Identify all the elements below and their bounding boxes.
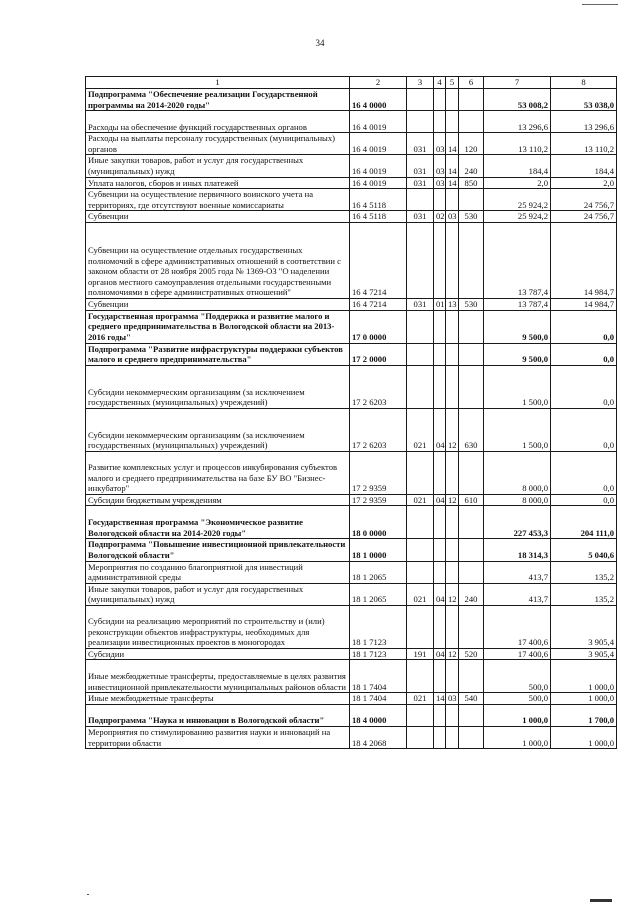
cell-code: 18 1 7404 <box>350 693 407 705</box>
cell-v7: 18 314,3 <box>484 539 551 561</box>
cell-v8: 13 110,2 <box>551 133 617 155</box>
cell-c6 <box>459 343 484 365</box>
cell-c4 <box>434 365 446 408</box>
cell-v8: 135,2 <box>551 583 617 605</box>
cell-c4: 14 <box>434 693 446 705</box>
cell-v7: 17 400,6 <box>484 648 551 660</box>
cell-name: Подпрограмма "Наука и инновации в Вологодской области" <box>86 705 350 727</box>
cell-code: 18 1 7123 <box>350 648 407 660</box>
cell-c4 <box>434 343 446 365</box>
cell-name: Иные межбюджетные трансферты <box>86 693 350 705</box>
table-row <box>86 343 617 365</box>
cell-name: Иные закупки товаров, работ и услуг для государственных (муниципальных) нужд <box>86 155 350 177</box>
cell-code: 18 4 0000 <box>350 705 407 727</box>
cell-v7: 500,0 <box>484 693 551 705</box>
cell-v7: 13 787,4 <box>484 222 551 298</box>
cell-c6: 540 <box>459 693 484 705</box>
header-cell: 5 <box>446 77 459 89</box>
cell-code: 16 4 7214 <box>350 222 407 298</box>
cell-c3 <box>407 310 434 343</box>
cell-c5 <box>446 605 459 648</box>
cell-c5 <box>446 343 459 365</box>
cell-code: 16 4 0019 <box>350 111 407 133</box>
cell-c4: 02 <box>434 211 446 223</box>
cell-v7: 25 924,2 <box>484 189 551 211</box>
cell-v8: 0,0 <box>551 365 617 408</box>
cell-v8: 13 296,6 <box>551 111 617 133</box>
cell-c5 <box>446 660 459 693</box>
cell-c4: 03 <box>434 133 446 155</box>
cell-v7: 2,0 <box>484 177 551 189</box>
cell-c5 <box>446 111 459 133</box>
cell-c4: 04 <box>434 494 446 506</box>
table-row <box>86 222 617 298</box>
cell-c6 <box>459 660 484 693</box>
cell-v8: 14 984,7 <box>551 298 617 310</box>
cell-v8: 135,2 <box>551 561 617 583</box>
header-cell: 8 <box>551 77 617 89</box>
cell-code: 18 1 7123 <box>350 605 407 648</box>
cell-c3 <box>407 561 434 583</box>
page-number: 34 <box>315 38 325 48</box>
cell-c4 <box>434 111 446 133</box>
cell-v8: 0,0 <box>551 408 617 451</box>
cell-c5 <box>446 222 459 298</box>
cell-code: 17 2 6203 <box>350 408 407 451</box>
table-row <box>86 561 617 583</box>
cell-c4 <box>434 660 446 693</box>
cell-c5 <box>446 727 459 749</box>
cell-c6: 530 <box>459 211 484 223</box>
cell-v7: 9 500,0 <box>484 310 551 343</box>
cell-c4: 03 <box>434 177 446 189</box>
cell-v8: 14 984,7 <box>551 222 617 298</box>
cell-c4 <box>434 451 446 494</box>
table-row <box>86 494 617 506</box>
cell-c6: 610 <box>459 494 484 506</box>
cell-c3 <box>407 660 434 693</box>
cell-name: Мероприятия по созданию благоприятной для инвестиций административной среды <box>86 561 350 583</box>
cell-v8: 3 905,4 <box>551 605 617 648</box>
cell-name: Подпрограмма "Обеспечение реализации Государственной программы на 2014-2020 годы" <box>86 89 350 111</box>
cell-c5: 12 <box>446 494 459 506</box>
cell-v7: 13 296,6 <box>484 111 551 133</box>
cell-v8: 204 111,0 <box>551 506 617 539</box>
cell-c4 <box>434 310 446 343</box>
cell-c6 <box>459 111 484 133</box>
cell-v7: 1 000,0 <box>484 705 551 727</box>
cell-name: Субвенции <box>86 298 350 310</box>
table-row <box>86 155 617 177</box>
cell-c3 <box>407 222 434 298</box>
cell-c6: 530 <box>459 298 484 310</box>
cell-name: Субсидии некоммерческим организациям (за исключением государственных (муниципальных) учреждений) <box>86 365 350 408</box>
table-row <box>86 451 617 494</box>
cell-c4 <box>434 189 446 211</box>
cell-code: 16 4 0000 <box>350 89 407 111</box>
cell-v8: 184,4 <box>551 155 617 177</box>
table-row <box>86 705 617 727</box>
cell-c3: 191 <box>407 648 434 660</box>
cell-v7: 500,0 <box>484 660 551 693</box>
cell-c3 <box>407 727 434 749</box>
cell-code: 16 4 5118 <box>350 189 407 211</box>
cell-name: Субсидии некоммерческим организациям (за исключением государственных (муниципальных) учреждений) <box>86 408 350 451</box>
cell-c5: 03 <box>446 211 459 223</box>
cell-code: 18 0 0000 <box>350 506 407 539</box>
cell-name: Мероприятия по стимулированию развития науки и инноваций на территории области <box>86 727 350 749</box>
header-cell: 6 <box>459 77 484 89</box>
cell-v8: 2,0 <box>551 177 617 189</box>
cell-v8: 24 756,7 <box>551 189 617 211</box>
cell-name: Подпрограмма "Развитие инфраструктуры поддержки субъектов малого и среднего предпринимательства" <box>86 343 350 365</box>
cell-c3: 031 <box>407 298 434 310</box>
cell-code: 16 4 0019 <box>350 177 407 189</box>
cell-c6: 240 <box>459 155 484 177</box>
cell-code: 18 1 2065 <box>350 561 407 583</box>
cell-c5: 03 <box>446 693 459 705</box>
cell-code: 17 2 6203 <box>350 365 407 408</box>
cell-c5: 14 <box>446 133 459 155</box>
cell-c6 <box>459 727 484 749</box>
cell-code: 17 2 9359 <box>350 451 407 494</box>
cell-name: Государственная программа "Поддержка и развитие малого и среднего предпринимательства в Вологодской области на 2013-2016 годы" <box>86 310 350 343</box>
cell-name: Подпрограмма "Повышение инвестиционной привлекательности Вологодской области" <box>86 539 350 561</box>
cell-c3 <box>407 343 434 365</box>
table-row <box>86 189 617 211</box>
cell-c6: 520 <box>459 648 484 660</box>
header-cell: 7 <box>484 77 551 89</box>
table-row <box>86 408 617 451</box>
cell-c3 <box>407 705 434 727</box>
cell-code: 18 1 0000 <box>350 539 407 561</box>
cell-c3: 021 <box>407 408 434 451</box>
cell-c4: 04 <box>434 583 446 605</box>
cell-code: 18 1 2065 <box>350 583 407 605</box>
cell-v8: 24 756,7 <box>551 211 617 223</box>
cell-c6 <box>459 539 484 561</box>
cell-v7: 53 008,2 <box>484 89 551 111</box>
cell-v7: 413,7 <box>484 583 551 605</box>
table-row <box>86 177 617 189</box>
cell-v8: 1 000,0 <box>551 660 617 693</box>
table-row <box>86 648 617 660</box>
cell-c5 <box>446 451 459 494</box>
cell-code: 16 4 7214 <box>350 298 407 310</box>
table-row <box>86 693 617 705</box>
cell-v7: 1 500,0 <box>484 365 551 408</box>
cell-c6 <box>459 310 484 343</box>
cell-name: Субвенции на осуществление первичного воинского учета на территориях, где отсутствуют военные комиссариаты <box>86 189 350 211</box>
cell-c5 <box>446 561 459 583</box>
cell-v8: 0,0 <box>551 343 617 365</box>
cell-name: Государственная программа "Экономическое развитие Вологодской области на 2014-2020 годы" <box>86 506 350 539</box>
cell-v7: 8 000,0 <box>484 494 551 506</box>
cell-c4 <box>434 89 446 111</box>
header-cell: 4 <box>434 77 446 89</box>
cell-v7: 17 400,6 <box>484 605 551 648</box>
table-row <box>86 605 617 648</box>
table-row <box>86 583 617 605</box>
cell-v8: 0,0 <box>551 451 617 494</box>
cell-c5 <box>446 89 459 111</box>
cell-c3 <box>407 506 434 539</box>
cell-code: 17 2 9359 <box>350 494 407 506</box>
cell-code: 16 4 5118 <box>350 211 407 223</box>
cell-c4 <box>434 727 446 749</box>
cell-v8: 1 000,0 <box>551 727 617 749</box>
cell-c3 <box>407 89 434 111</box>
cell-v8: 0,0 <box>551 310 617 343</box>
cell-c5 <box>446 365 459 408</box>
cell-c5 <box>446 310 459 343</box>
cell-c3: 021 <box>407 494 434 506</box>
cell-c6: 240 <box>459 583 484 605</box>
cell-c6 <box>459 561 484 583</box>
cell-v7: 9 500,0 <box>484 343 551 365</box>
cell-name: Иные межбюджетные трансферты, предоставляемые в целях развития инвестиционной привлекательности муниципальных районов области <box>86 660 350 693</box>
cell-name: Субсидии на реализацию мероприятий по строительству и (или) реконструкции объектов инфраструктуры, необходимых для реализации инвестиционных проектов в моногородах <box>86 605 350 648</box>
cell-v7: 8 000,0 <box>484 451 551 494</box>
cell-code: 18 1 7404 <box>350 660 407 693</box>
cell-code: 18 4 2068 <box>350 727 407 749</box>
cell-name: Расходы на выплаты персоналу государственных (муниципальных) органов <box>86 133 350 155</box>
cell-v7: 13 110,2 <box>484 133 551 155</box>
cell-c3: 021 <box>407 583 434 605</box>
cell-c3: 031 <box>407 133 434 155</box>
cell-v8: 1 700,0 <box>551 705 617 727</box>
cell-c3 <box>407 451 434 494</box>
cell-c6 <box>459 506 484 539</box>
table-row <box>86 506 617 539</box>
header-cell: 3 <box>407 77 434 89</box>
cell-c5: 12 <box>446 648 459 660</box>
cell-c6 <box>459 89 484 111</box>
cell-v8: 53 038,0 <box>551 89 617 111</box>
cell-code: 16 4 0019 <box>350 155 407 177</box>
cell-c4: 03 <box>434 155 446 177</box>
cell-c5 <box>446 539 459 561</box>
cell-v7: 1 500,0 <box>484 408 551 451</box>
corner-mark <box>582 4 618 5</box>
cell-c3: 031 <box>407 155 434 177</box>
cell-c6 <box>459 705 484 727</box>
cell-c4: 01 <box>434 298 446 310</box>
cell-c6 <box>459 189 484 211</box>
cell-c6: 120 <box>459 133 484 155</box>
cell-c5: 14 <box>446 177 459 189</box>
cell-v7: 227 453,3 <box>484 506 551 539</box>
cell-c3 <box>407 111 434 133</box>
cell-name: Уплата налогов, сборов и иных платежей <box>86 177 350 189</box>
cell-c4 <box>434 561 446 583</box>
cell-c6 <box>459 605 484 648</box>
table-row <box>86 727 617 749</box>
cell-c5 <box>446 506 459 539</box>
cell-c5 <box>446 189 459 211</box>
cell-c5: 14 <box>446 155 459 177</box>
cell-c4 <box>434 506 446 539</box>
cell-c4 <box>434 705 446 727</box>
table-row <box>86 310 617 343</box>
cell-v7: 13 787,4 <box>484 298 551 310</box>
cell-v8: 1 000,0 <box>551 693 617 705</box>
table-row <box>86 539 617 561</box>
cell-code: 17 2 0000 <box>350 343 407 365</box>
cell-name: Развитие комплексных услуг и процессов инкубирования субъектов малого и среднего предпринимательства на базе БУ ВО "Бизнес-инкубатор" <box>86 451 350 494</box>
budget-table <box>85 76 617 749</box>
cell-c6 <box>459 222 484 298</box>
table-row <box>86 133 617 155</box>
cell-c5: 12 <box>446 583 459 605</box>
cell-name: Расходы на обеспечение функций государственных органов <box>86 111 350 133</box>
cell-c4 <box>434 539 446 561</box>
cell-c3 <box>407 365 434 408</box>
table-row <box>86 660 617 693</box>
barcode-mark <box>590 899 612 902</box>
cell-code: 16 4 0019 <box>350 133 407 155</box>
table-row <box>86 365 617 408</box>
cell-c6: 850 <box>459 177 484 189</box>
cell-c5 <box>446 705 459 727</box>
header-cell: 1 <box>86 77 350 89</box>
cell-c3 <box>407 605 434 648</box>
cell-c4: 04 <box>434 408 446 451</box>
cell-c5: 12 <box>446 408 459 451</box>
cell-v7: 1 000,0 <box>484 727 551 749</box>
cell-c4 <box>434 222 446 298</box>
scan-mark <box>87 894 89 895</box>
cell-c6 <box>459 365 484 408</box>
cell-name: Субвенции на осуществление отдельных государственных полномочий в сфере административных отношений в соответствии с законом области от 28 ноября 2005 года № 1369-ОЗ "О наделении органов местного самоуправления отдельными государственными полномочиями в сфере административных отношений" <box>86 222 350 298</box>
table-header-row <box>86 77 617 89</box>
cell-v8: 3 905,4 <box>551 648 617 660</box>
table-row <box>86 111 617 133</box>
cell-c5: 13 <box>446 298 459 310</box>
table-row <box>86 211 617 223</box>
cell-v8: 0,0 <box>551 494 617 506</box>
header-cell: 2 <box>350 77 407 89</box>
cell-v8: 5 040,6 <box>551 539 617 561</box>
cell-name: Субсидии <box>86 648 350 660</box>
cell-c3: 031 <box>407 211 434 223</box>
cell-name: Субсидии бюджетным учреждениям <box>86 494 350 506</box>
cell-code: 17 0 0000 <box>350 310 407 343</box>
cell-c3: 021 <box>407 693 434 705</box>
table-row <box>86 298 617 310</box>
cell-v7: 413,7 <box>484 561 551 583</box>
cell-c3 <box>407 539 434 561</box>
cell-name: Субвенции <box>86 211 350 223</box>
cell-c4: 04 <box>434 648 446 660</box>
cell-c3 <box>407 189 434 211</box>
cell-c6 <box>459 451 484 494</box>
table-row <box>86 89 617 111</box>
cell-c3: 031 <box>407 177 434 189</box>
cell-c6: 630 <box>459 408 484 451</box>
cell-v7: 184,4 <box>484 155 551 177</box>
cell-v7: 25 924,2 <box>484 211 551 223</box>
cell-c4 <box>434 605 446 648</box>
cell-name: Иные закупки товаров, работ и услуг для государственных (муниципальных) нужд <box>86 583 350 605</box>
